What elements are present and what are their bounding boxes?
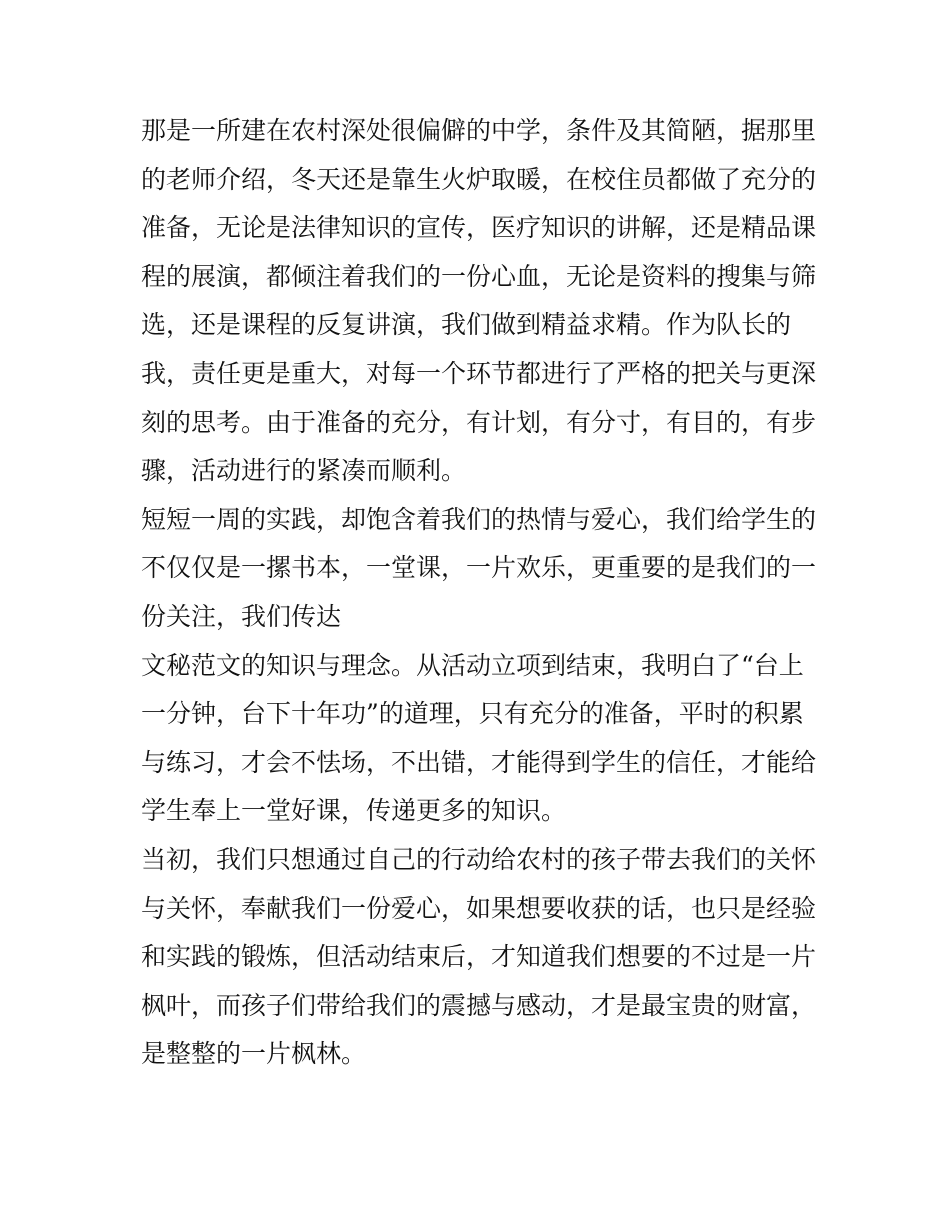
text-line: 程的展演，都倾注着我们的一份心血，无论是资料的搜集与筛 <box>141 261 817 291</box>
text-line: 的老师介绍，冬天还是靠生火炉取暖，在校住员都做了充分的 <box>141 164 817 194</box>
text-line: 是整整的一片枫林。 <box>141 1039 367 1069</box>
text-line: 刻的思考。由于准备的充分，有计划，有分寸，有目的，有步 <box>141 407 817 437</box>
text-line: 文秘范文的知识与理念。从活动立项到结束，我明白了“台上 <box>141 650 804 680</box>
text-line: 短短一周的实践，却饱含着我们的热情与爱心，我们给学生的 <box>141 504 817 534</box>
text-line: 枫叶，而孩子们带给我们的震撼与感动，才是最宝贵的财富， <box>141 990 817 1020</box>
text-line: 骤，活动进行的紧凑而顺利。 <box>141 456 467 486</box>
text-line: 学生奉上一堂好课，传递更多的知识。 <box>141 796 567 826</box>
text-line: 不仅仅是一摞书本，一堂课，一片欢乐，更重要的是我们的一 <box>141 553 817 583</box>
text-line: 当初，我们只想通过自己的行动给农村的孩子带去我们的关怀 <box>141 844 817 874</box>
text-line: 选，还是课程的反复讲演，我们做到精益求精。作为队长的 <box>141 310 792 340</box>
text-line: 准备，无论是法律知识的宣传，医疗知识的讲解，还是精品课 <box>141 213 817 243</box>
text-line: 和实践的锻炼，但活动结束后，才知道我们想要的不过是一片 <box>141 942 817 972</box>
text-line: 一分钟，台下十年功”的道理，只有充分的准备，平时的积累 <box>141 699 804 729</box>
text-line: 那是一所建在农村深处很偏僻的中学，条件及其简陋，据那里 <box>141 116 817 145</box>
text-line: 我，责任更是重大，对每一个环节都进行了严格的把关与更深 <box>141 358 817 388</box>
text-line: 与练习，才会不怯场，不出错，才能得到学生的信任，才能给 <box>141 747 817 777</box>
text-line: 份关注，我们传达 <box>141 601 342 631</box>
text-line: 与关怀，奉献我们一份爱心，如果想要收获的话，也只是经验 <box>141 893 817 923</box>
body-text <box>141 107 821 1079</box>
